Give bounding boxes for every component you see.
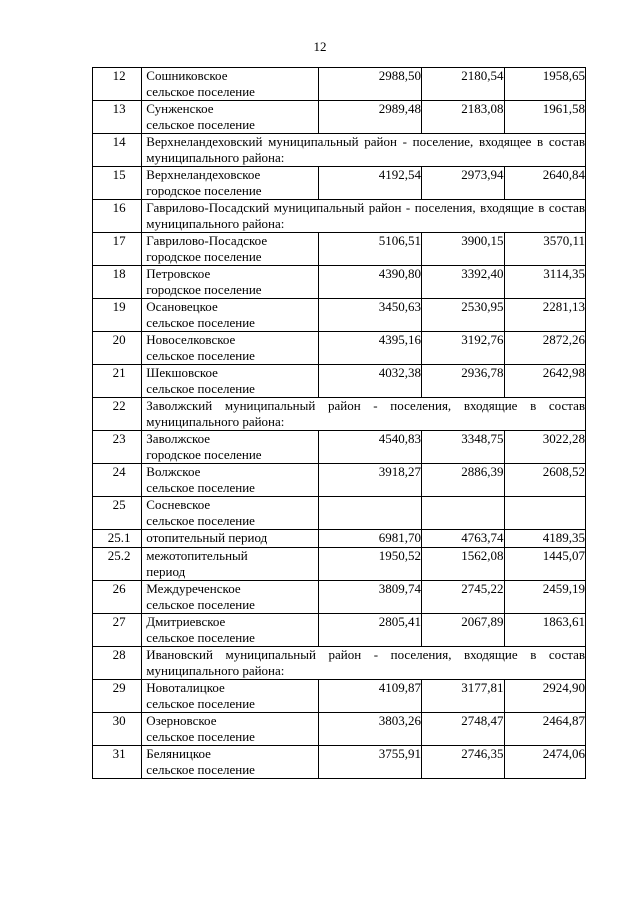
value-v2: 3192,76 xyxy=(422,332,505,365)
district-header-row xyxy=(93,200,586,233)
value-v3: 2924,90 xyxy=(504,680,585,713)
settlement-name xyxy=(142,266,319,299)
settlement-name-line: Сосневское xyxy=(146,497,211,512)
table-row xyxy=(93,497,586,530)
settlement-name-line: Осановецкое xyxy=(146,299,218,314)
settlement-name xyxy=(142,68,319,101)
table-row xyxy=(93,332,586,365)
settlement-name-line: Дмитриевское xyxy=(146,614,226,629)
settlement-name-line: сельское поселение xyxy=(146,84,255,99)
table-row xyxy=(93,548,586,581)
settlement-name xyxy=(142,167,319,200)
district-title: Ивановский муниципальный район - поселения, входящие в состав муниципального района: xyxy=(142,647,586,680)
settlement-name xyxy=(142,365,319,398)
settlement-name-line: Петровское xyxy=(146,266,211,281)
value-v2: 3348,75 xyxy=(422,431,505,464)
row-number: 17 xyxy=(93,233,142,266)
value-v3 xyxy=(504,497,585,530)
value-v1 xyxy=(319,497,422,530)
value-v3: 2608,52 xyxy=(504,464,585,497)
table-row xyxy=(93,680,586,713)
value-v1: 4395,16 xyxy=(319,332,422,365)
settlement-name xyxy=(142,614,319,647)
settlement-name-line: Сунженское xyxy=(146,101,214,116)
table-row xyxy=(93,581,586,614)
settlement-name-line: сельское поселение xyxy=(146,348,255,363)
settlement-name-line: Озерновское xyxy=(146,713,217,728)
value-v3: 3022,28 xyxy=(504,431,585,464)
district-header-row xyxy=(93,647,586,680)
settlement-name-line: Сошниковское xyxy=(146,68,228,83)
district-title: Верхнеландеховский муниципальный район - поселение, входящее в состав муниципального района: xyxy=(142,134,586,167)
table-row xyxy=(93,68,586,101)
value-v3: 1961,58 xyxy=(504,101,585,134)
district-title: Гаврилово-Посадский муниципальный район - поселения, входящие в состав муниципального района: xyxy=(142,200,586,233)
value-v3: 2464,87 xyxy=(504,713,585,746)
value-v3: 2642,98 xyxy=(504,365,585,398)
row-number: 14 xyxy=(93,134,142,167)
value-v2: 2748,47 xyxy=(422,713,505,746)
value-v1: 5106,51 xyxy=(319,233,422,266)
page-number: 12 xyxy=(313,39,327,54)
settlement-name xyxy=(142,680,319,713)
settlement-name-line: сельское поселение xyxy=(146,480,255,495)
value-v2: 2530,95 xyxy=(422,299,505,332)
value-v3: 4189,35 xyxy=(504,530,585,548)
value-v1: 3918,27 xyxy=(319,464,422,497)
value-v3: 2459,19 xyxy=(504,581,585,614)
settlement-name xyxy=(142,548,319,581)
settlement-name-line: сельское поселение xyxy=(146,513,255,528)
table-row xyxy=(93,167,586,200)
row-number: 26 xyxy=(93,581,142,614)
row-number: 25.1 xyxy=(93,530,142,548)
value-v2: 2745,22 xyxy=(422,581,505,614)
value-v2: 2746,35 xyxy=(422,746,505,779)
value-v2: 3900,15 xyxy=(422,233,505,266)
value-v2: 2936,78 xyxy=(422,365,505,398)
settlement-name-line: период xyxy=(146,564,186,579)
value-v1: 4192,54 xyxy=(319,167,422,200)
value-v1: 2989,48 xyxy=(319,101,422,134)
tariff-table xyxy=(92,67,586,779)
row-number: 19 xyxy=(93,299,142,332)
settlement-name-line: сельское поселение xyxy=(146,729,255,744)
settlement-name-line: сельское поселение xyxy=(146,117,255,132)
settlement-name-line: сельское поселение xyxy=(146,696,255,711)
value-v2: 2886,39 xyxy=(422,464,505,497)
row-number: 29 xyxy=(93,680,142,713)
district-header-row xyxy=(93,398,586,431)
settlement-name-line: Междуреченское xyxy=(146,581,241,596)
table-row xyxy=(93,266,586,299)
settlement-name-line: Заволжское xyxy=(146,431,211,446)
value-v3: 1863,61 xyxy=(504,614,585,647)
settlement-name-line: Беляницкое xyxy=(146,746,211,761)
settlement-name-line: сельское поселение xyxy=(146,762,255,777)
value-v1: 3803,26 xyxy=(319,713,422,746)
settlement-name-line: отопительный период xyxy=(146,530,268,545)
value-v1: 6981,70 xyxy=(319,530,422,548)
value-v2: 2180,54 xyxy=(422,68,505,101)
table-row xyxy=(93,431,586,464)
value-v2: 1562,08 xyxy=(422,548,505,581)
table-row xyxy=(93,464,586,497)
value-v1: 1950,52 xyxy=(319,548,422,581)
row-number: 25 xyxy=(93,497,142,530)
settlement-name-line: городское поселение xyxy=(146,447,262,462)
row-number: 28 xyxy=(93,647,142,680)
settlement-name xyxy=(142,497,319,530)
settlement-name xyxy=(142,746,319,779)
value-v1: 3809,74 xyxy=(319,581,422,614)
settlement-name xyxy=(142,581,319,614)
row-number: 16 xyxy=(93,200,142,233)
row-number: 25.2 xyxy=(93,548,142,581)
table-row xyxy=(93,713,586,746)
value-v3: 2474,06 xyxy=(504,746,585,779)
value-v1: 4032,38 xyxy=(319,365,422,398)
row-number: 15 xyxy=(93,167,142,200)
settlement-name-line: Верхнеландеховское xyxy=(146,167,261,182)
settlement-name-line: городское поселение xyxy=(146,282,262,297)
table-body xyxy=(93,68,586,779)
settlement-name xyxy=(142,464,319,497)
settlement-name-line: Шекшовское xyxy=(146,365,218,380)
settlement-name-line: Гаврилово-Посадское xyxy=(146,233,268,248)
settlement-name-line: Новоталицкое xyxy=(146,680,225,695)
settlement-name xyxy=(142,431,319,464)
settlement-name xyxy=(142,530,319,548)
row-number: 23 xyxy=(93,431,142,464)
row-number: 20 xyxy=(93,332,142,365)
table-row xyxy=(93,365,586,398)
settlement-name-line: городское поселение xyxy=(146,249,262,264)
row-number: 12 xyxy=(93,68,142,101)
table-row xyxy=(93,233,586,266)
row-number: 27 xyxy=(93,614,142,647)
value-v3: 2640,84 xyxy=(504,167,585,200)
settlement-name-line: Новоселковское xyxy=(146,332,236,347)
settlement-name xyxy=(142,332,319,365)
value-v3: 1958,65 xyxy=(504,68,585,101)
settlement-name-line: сельское поселение xyxy=(146,381,255,396)
table-row xyxy=(93,530,586,548)
settlement-name xyxy=(142,233,319,266)
row-number: 21 xyxy=(93,365,142,398)
value-v2: 2973,94 xyxy=(422,167,505,200)
settlement-name xyxy=(142,101,319,134)
value-v3: 3570,11 xyxy=(504,233,585,266)
value-v2: 2183,08 xyxy=(422,101,505,134)
value-v2: 3392,40 xyxy=(422,266,505,299)
value-v2: 3177,81 xyxy=(422,680,505,713)
value-v1: 4109,87 xyxy=(319,680,422,713)
value-v3: 2281,13 xyxy=(504,299,585,332)
row-number: 22 xyxy=(93,398,142,431)
value-v1: 2988,50 xyxy=(319,68,422,101)
value-v1: 3450,63 xyxy=(319,299,422,332)
settlement-name xyxy=(142,713,319,746)
row-number: 30 xyxy=(93,713,142,746)
row-number: 13 xyxy=(93,101,142,134)
settlement-name-line: городское поселение xyxy=(146,183,262,198)
value-v2 xyxy=(422,497,505,530)
value-v3: 2872,26 xyxy=(504,332,585,365)
table-row xyxy=(93,101,586,134)
value-v1: 2805,41 xyxy=(319,614,422,647)
value-v3: 1445,07 xyxy=(504,548,585,581)
district-title: Заволжский муниципальный район - поселения, входящие в состав муниципального района: xyxy=(142,398,586,431)
value-v2: 4763,74 xyxy=(422,530,505,548)
table-row xyxy=(93,299,586,332)
value-v1: 3755,91 xyxy=(319,746,422,779)
table-row xyxy=(93,614,586,647)
value-v1: 4540,83 xyxy=(319,431,422,464)
row-number: 18 xyxy=(93,266,142,299)
settlement-name-line: сельское поселение xyxy=(146,630,255,645)
value-v3: 3114,35 xyxy=(504,266,585,299)
row-number: 31 xyxy=(93,746,142,779)
row-number: 24 xyxy=(93,464,142,497)
settlement-name-line: межотопительный xyxy=(146,548,248,563)
value-v1: 4390,80 xyxy=(319,266,422,299)
table-row xyxy=(93,746,586,779)
settlement-name xyxy=(142,299,319,332)
value-v2: 2067,89 xyxy=(422,614,505,647)
settlement-name-line: сельское поселение xyxy=(146,597,255,612)
settlement-name-line: Волжское xyxy=(146,464,201,479)
settlement-name-line: сельское поселение xyxy=(146,315,255,330)
district-header-row xyxy=(93,134,586,167)
